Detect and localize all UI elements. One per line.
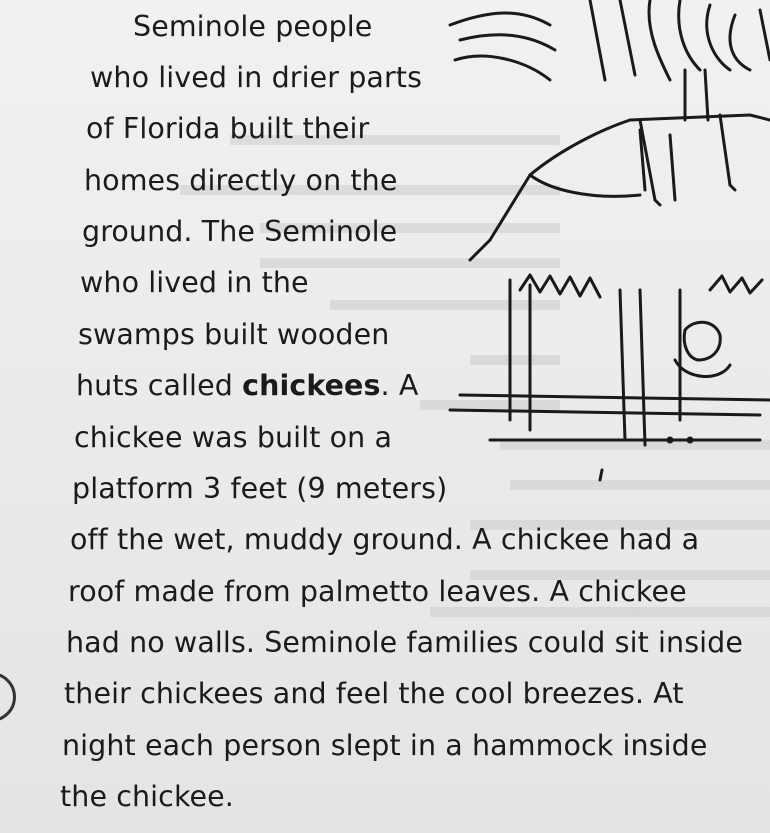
passage-line-15: night each person slept in a hammock inside bbox=[62, 729, 708, 762]
line-8-after: . A bbox=[380, 369, 419, 402]
chickee-hut-illustration-icon bbox=[430, 0, 770, 500]
passage-line-8 bbox=[76, 369, 418, 403]
passage-line-14: their chickees and feel the cool breezes. At bbox=[64, 677, 684, 710]
passage-line-5: ground. The Seminole bbox=[82, 215, 398, 248]
passage-line-3: of Florida built their bbox=[86, 112, 370, 145]
passage-line-6: who lived in the bbox=[80, 266, 309, 299]
passage-line-4: homes directly on the bbox=[84, 164, 398, 197]
passage-line-7: swamps built wooden bbox=[78, 318, 390, 351]
passage-line-10: platform 3 feet (9 meters) bbox=[72, 472, 448, 505]
passage-line-2: who lived in drier parts bbox=[90, 61, 423, 94]
line-8-before: huts called bbox=[76, 369, 243, 402]
passage-line-11: off the wet, muddy ground. A chickee had a bbox=[70, 523, 700, 556]
passage-line-13: had no walls. Seminole families could sit inside bbox=[66, 626, 743, 659]
passage-line-1: Seminole people bbox=[133, 10, 373, 43]
passage-line-16: the chickee. bbox=[60, 780, 234, 813]
passage-line-9: chickee was built on a bbox=[74, 421, 393, 454]
passage-line-12: roof made from palmetto leaves. A chickee bbox=[68, 575, 687, 608]
binder-hole-ring bbox=[0, 672, 16, 722]
vocab-term-chickees: chickees bbox=[242, 369, 381, 402]
